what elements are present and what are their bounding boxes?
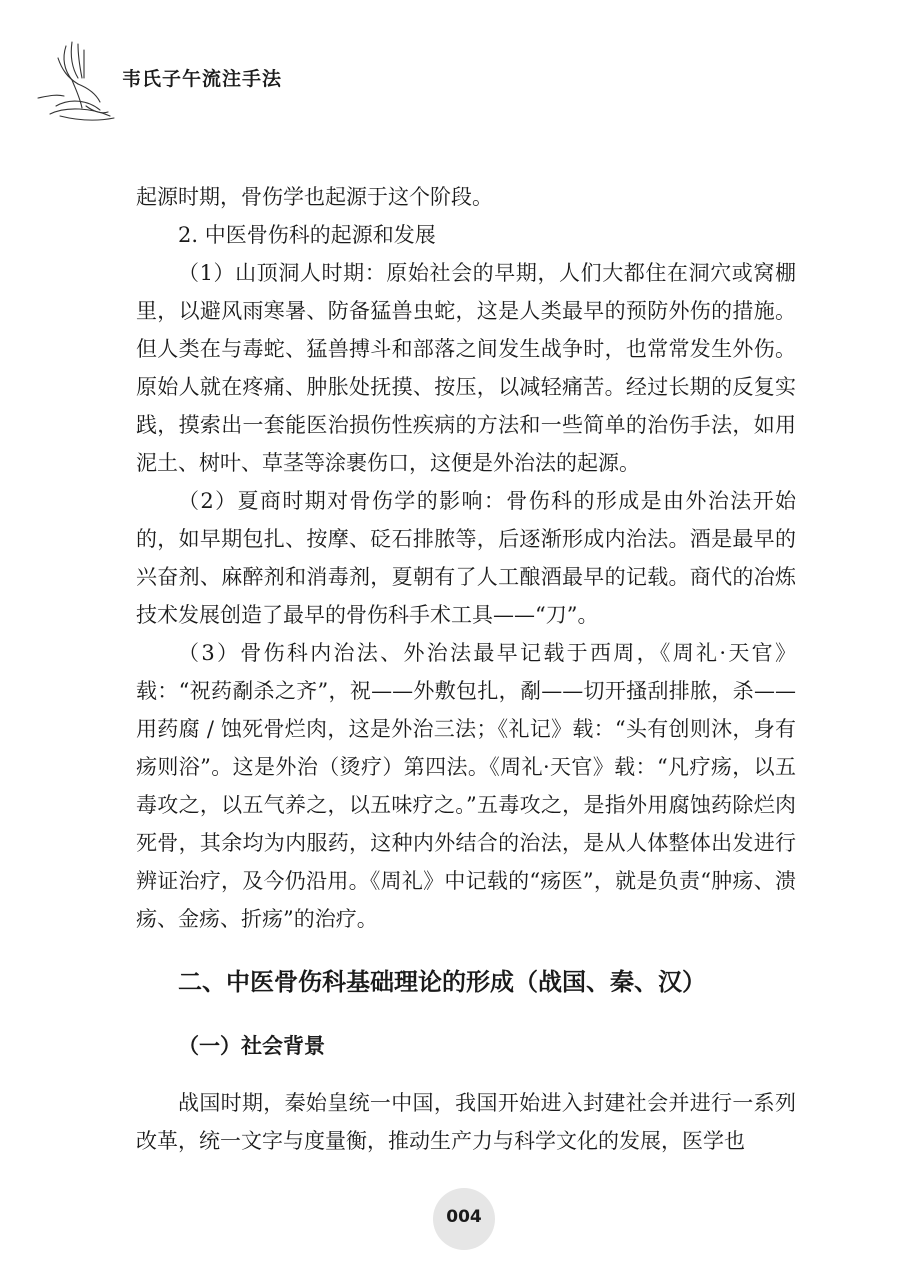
- page-number-badge: [433, 1188, 495, 1250]
- paragraph: （2）夏商时期对骨伤学的影响：骨伤科的形成是由外治法开始的，如早期包扎、按摩、砭石排脓等，后逐渐形成内治法。酒是最早的兴奋剂、麻醉剂和消毒剂，夏朝有了人工酿酒最早的记载。商代的冶炼技术发展创造了最早的骨伤科手术工具——“刀”。: [136, 489, 796, 627]
- section-heading: 二、中医骨伤科基础理论的形成（战国、秦、汉）: [178, 968, 706, 996]
- page-header: [36, 36, 436, 126]
- body-text-continued: [136, 1084, 796, 1160]
- subsection-heading: （一）社会背景: [178, 1034, 325, 1058]
- body-text: [136, 178, 796, 938]
- paragraph: （1）山顶洞人时期：原始社会的早期，人们大都住在洞穴或窝棚里，以避风雨寒暑、防备猛兽虫蛇，这是人类最早的预防外伤的措施。但人类在与毒蛇、猛兽搏斗和部落之间发生战争时，也常常发生外伤。原始人就在疼痛、肿胀处抚摸、按压，以减轻痛苦。经过长期的反复实践，摸索出一套能医治损伤性疾病的方法和一些简单的治伤手法，如用泥土、树叶、草茎等涂裹伤口，这便是外治法的起源。: [136, 261, 796, 475]
- page-number: 004: [446, 1207, 482, 1227]
- subsection-title: 2. 中医骨伤科的起源和发展: [178, 223, 436, 247]
- book-title: 韦氏子午流注手法: [122, 68, 283, 90]
- paragraph: （3）骨伤科内治法、外治法最早记载于西周，《周礼·天官》载：“祝药劀杀之齐”，祝——外敷包扎，劀——切开搔刮排脓，杀——用药腐 / 蚀死骨烂肉，这是外治三法；《礼记》载：“头有创则沐，身有疡则浴”。这是外治（烫疗）第四法。《周礼·天官》载：“凡疗疡，以五毒攻之，以五气养之，以五味疗之。”五毒攻之，是指外用腐蚀药除烂肉死骨，其余均为内服药，这种内外结合的治法，是从人体整体出发进行辨证治疗，及今仍沿用。《周礼》中记载的“疡医”，就是负责“肿疡、溃疡、金疡、折疡”的治疗。: [136, 641, 796, 931]
- paragraph: 战国时期，秦始皇统一中国，我国开始进入封建社会并进行一系列改革，统一文字与度量衡，推动生产力与科学文化的发展，医学也: [136, 1091, 796, 1153]
- paragraph: 起源时期，骨伤学也起源于这个阶段。: [136, 185, 493, 209]
- hands-lotus-icon: [36, 36, 126, 126]
